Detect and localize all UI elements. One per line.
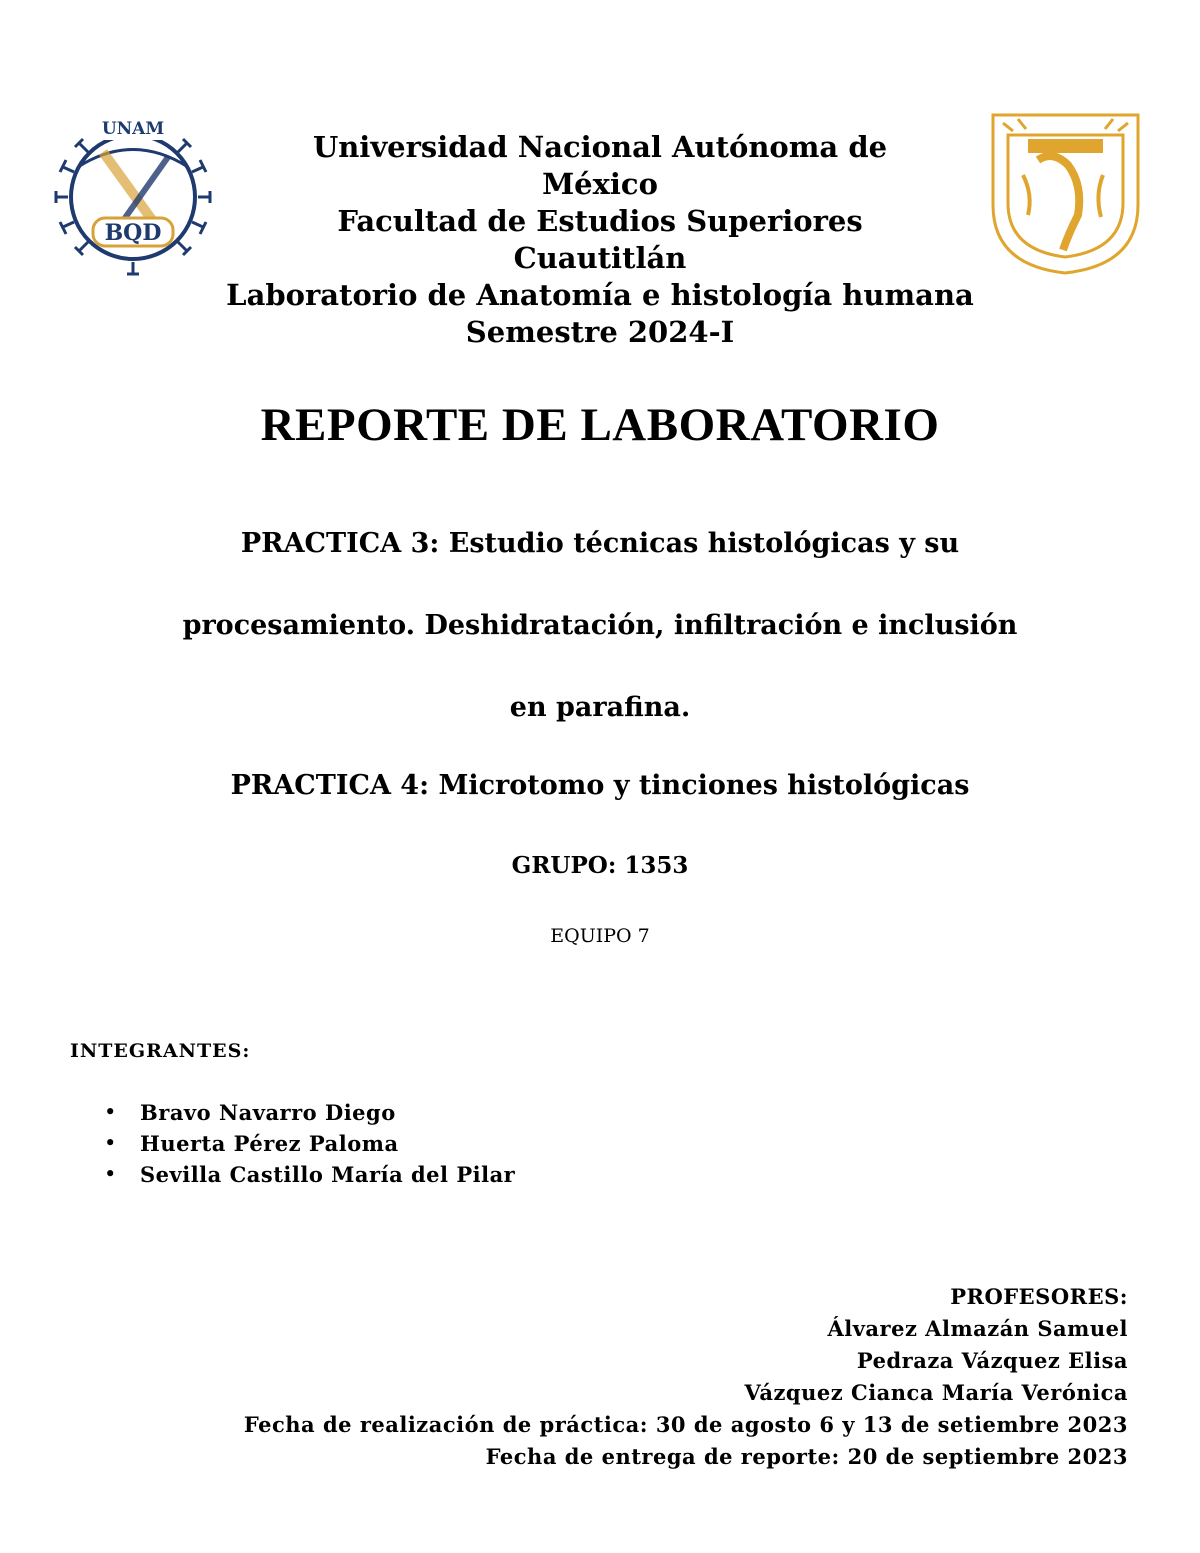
grupo: GRUPO: 1353 — [511, 852, 689, 879]
fecha-entrega: Fecha de entrega de reporte: 20 de septiembre 2023 — [485, 1444, 1128, 1469]
practica4-text: Microtomo y tinciones histológicas — [438, 770, 970, 801]
professor-name: Pedraza Vázquez Elisa — [856, 1348, 1128, 1373]
practica4-line — [0, 770, 1200, 801]
logo-unam-text: UNAM — [101, 119, 165, 139]
lab-name: Laboratorio de Anatomía e histología humana — [226, 278, 974, 312]
university-name-line1: Universidad Nacional Autónoma de — [312, 130, 888, 164]
report-title: REPORTE DE LABORATORIO — [260, 399, 940, 451]
member-item: • Bravo Navarro Diego — [100, 1097, 515, 1128]
profesores-label: PROFESORES: — [950, 1284, 1128, 1309]
integrantes-label: INTEGRANTES: — [70, 1040, 251, 1062]
fecha-realizacion: Fecha de realización de práctica: 30 de agosto 6 y 13 de setiembre 2023 — [243, 1412, 1128, 1437]
logo-bqd-text: BQD — [104, 220, 162, 246]
practica3-line1 — [0, 528, 1200, 559]
member-item: • Huerta Pérez Paloma — [100, 1128, 515, 1159]
header-block — [0, 129, 1200, 351]
semester: Semestre 2024-I — [465, 315, 735, 349]
faculty-name-line1: Facultad de Estudios Superiores — [337, 204, 863, 238]
university-name-line2: México — [542, 167, 658, 201]
member-item: • Sevilla Castillo María del Pilar — [100, 1159, 515, 1190]
members-list — [100, 1097, 515, 1190]
practica3-line3: en parafina. — [509, 692, 691, 723]
professor-name: Álvarez Almazán Samuel — [827, 1316, 1128, 1341]
practica3-text-line1: Estudio técnicas histológicas y su — [448, 528, 960, 559]
professor-name: Vázquez Cianca María Verónica — [744, 1380, 1128, 1405]
practica3-label: PRACTICA 3: — [240, 528, 440, 559]
professors-block — [244, 1281, 1128, 1473]
faculty-name-line2: Cuautitlán — [513, 241, 687, 275]
equipo: EQUIPO 7 — [550, 925, 650, 947]
practica3-line2: procesamiento. Deshidratación, infiltración e inclusión — [182, 610, 1018, 641]
practica4-label: PRACTICA 4: — [230, 770, 430, 801]
